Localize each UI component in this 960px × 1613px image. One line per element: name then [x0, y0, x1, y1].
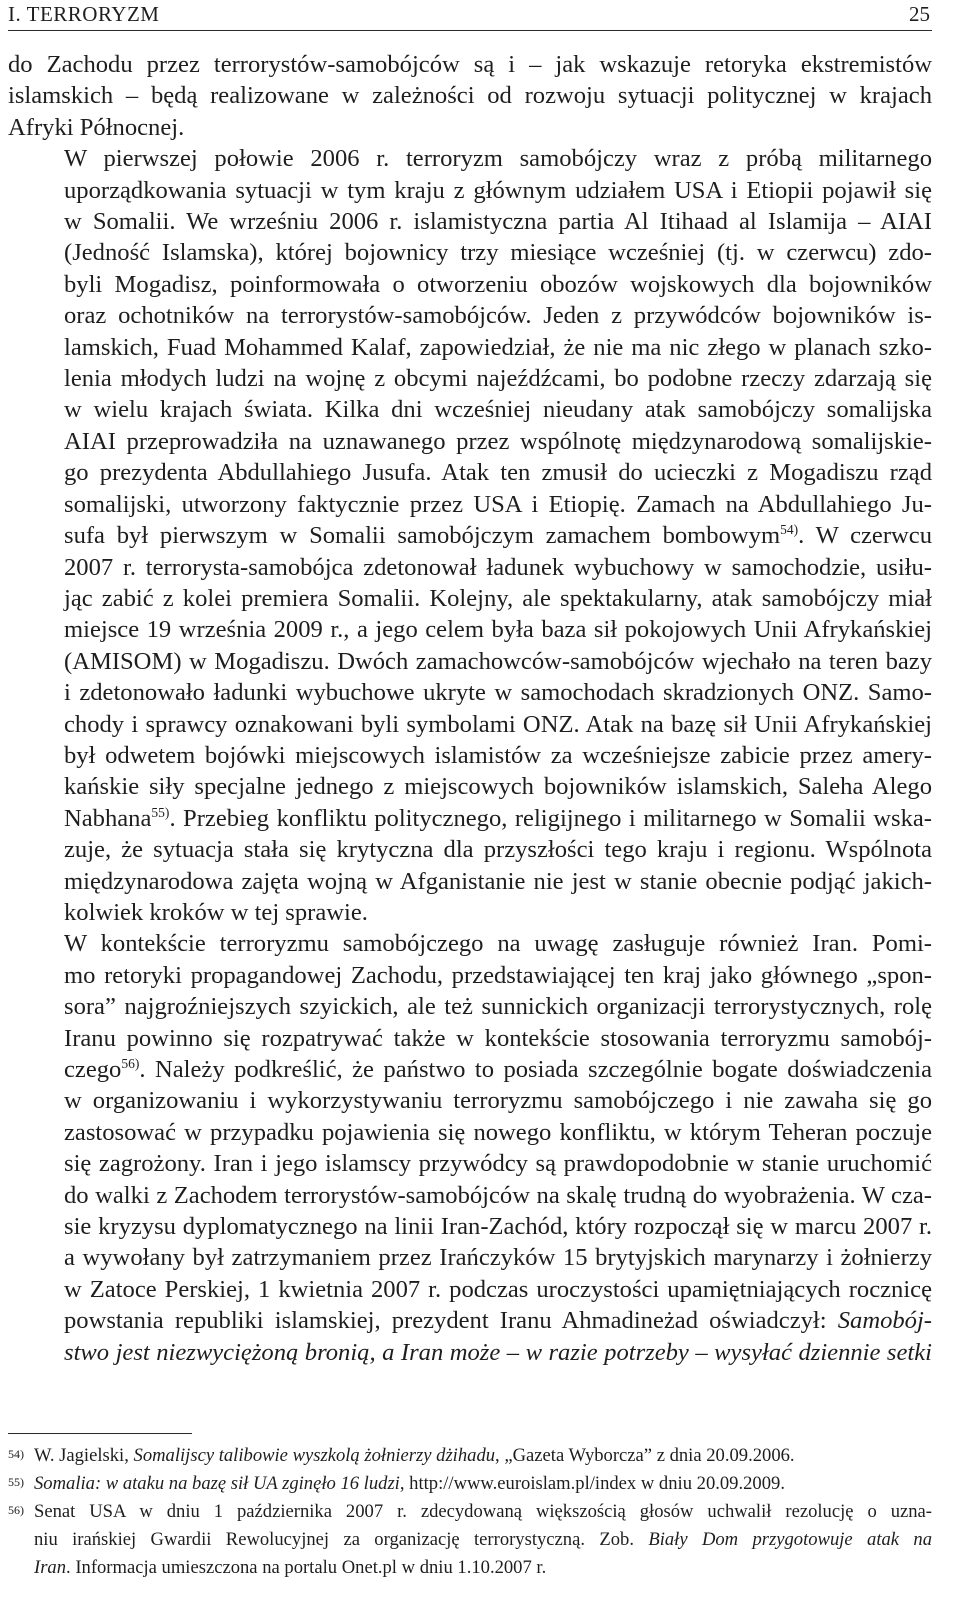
- text-line: Afryki Północnej.: [8, 113, 185, 141]
- text-line: sora” najgroźniejszych szyickich, ale też sunnickich organizacji terrorystycznych, rolę: [64, 993, 932, 1021]
- paragraph: [8, 143, 932, 928]
- text-line: do Zachodu przez terrorystów-samobójców są i – jak wskazuje retoryka ekstremistów: [8, 51, 932, 78]
- text-line: oraz ochotników na terrorystów-samobójców. Jeden z przywódców bojowników is-: [64, 302, 932, 330]
- text-line: Iranu powinno się rozpatrywać także w kontekście stosowania terroryzmu samobój-: [64, 1024, 932, 1052]
- text-line: somalijski, utworzony faktycznie przez USA i Etiopię. Zamach na Abdullahiego Ju-: [64, 490, 932, 518]
- text-line: (AMISOM) w Mogadiszu. Dwóch zamachowców-samobójców wjechało na teren bazy: [64, 647, 932, 675]
- main-text: [8, 49, 932, 1368]
- page-number: 25: [909, 2, 930, 26]
- text-line: w Zatoce Perskiej, 1 kwietnia 2007 r. podczas uroczystości upamiętniających rocznicę: [64, 1275, 932, 1303]
- footnote-ref: 54): [780, 521, 799, 537]
- text-line: kańskie siły specjalne jednego z miejscowych bojowników islamskich, Saleha Alego: [64, 773, 932, 801]
- text-line: go prezydenta Abdullahiego Jusufa. Atak ten zmusił do ucieczki z Mogadiszu rząd: [64, 459, 932, 487]
- footnote-ref: 55): [151, 804, 170, 820]
- text-line: i zdetonowało ładunki wybuchowe ukryte w samochodach skradzionych ONZ. Samo-: [64, 679, 932, 707]
- footnote-line: Senat USA w dniu 1 października 2007 r. zdecydowaną większością głosów uchwalił rezolucję o uzna-: [34, 1501, 932, 1522]
- chapter-title: I. TERRORYZM: [8, 2, 160, 26]
- text-line: stwo jest niezwyciężoną bronią, a Iran może – w razie potrzeby – wysyłać dziennie setki: [64, 1338, 932, 1366]
- text-line: uporządkowania sytuacji w tym kraju z głównym udziałem USA i Etiopii pojawił się: [64, 176, 932, 204]
- text-line: czego$^{56)}$. Należy podkreślić, że państwo to posiada szczególnie bogate doświadczenia: [64, 1055, 932, 1083]
- text-line: AIAI przeprowadziła na uznawanego przez wspólnotę międzynarodową somalijskie-: [64, 427, 932, 455]
- text-line: do walki z Zachodem terrorystów-samobójców na skalę trudną do wyobrażenia. W cza-: [64, 1181, 932, 1209]
- text-line: w organizowaniu i wykorzystywaniu terroryzmu samobójczego i nie zawaha się go: [64, 1087, 932, 1115]
- footnote-number: 54): [8, 1447, 24, 1461]
- text-line: 2007 r. terrorysta-samobójca zdetonował ładunek wybuchowy w samochodzie, usiłu-: [64, 553, 932, 581]
- paragraph: [8, 49, 932, 143]
- text-line: sufa był pierwszym w Somalii samobójczym zamachem bombowym$^{54)}$. W czerwcu: [64, 521, 932, 550]
- footnote-separator: [8, 1433, 192, 1434]
- text-line: lenia młodych ludzi na wojnę z obcymi najeźdźcami, bo podobne rzeczy zdarzają się: [64, 365, 932, 393]
- footnote-line: W. Jagielski, Somalijscy talibowie wyszkolą żołnierzy dżihadu, „Gazeta Wyborcza” z dnia 20.09.2006.: [34, 1445, 795, 1466]
- text-line: lamskich, Fuad Mohammed Kalaf, zapowiedział, że nie ma nic złego w planach szko-: [64, 333, 932, 361]
- text-line: sie kryzysu dyplomatycznego na linii Iran-Zachód, który rozpoczął się w marcu 2007 r.: [64, 1213, 932, 1241]
- footnotes: [8, 1442, 932, 1582]
- text-line: byli Mogadisz, poinformowała o otworzeniu obozów wojskowych dla bojowników: [64, 270, 932, 298]
- paragraph: [8, 928, 932, 1368]
- footnote: [8, 1442, 932, 1470]
- text-line: (Jedność Islamska), której bojownicy trzy miesiące wcześniej (tj. w czerwcu) zdo-: [64, 239, 932, 267]
- text-line: zuje, że sytuacja stała się krytyczna dla przyszłości tego kraju i regionu. Wspólnota: [64, 836, 932, 864]
- footnote: [8, 1498, 932, 1582]
- footnote-line: Somalia: w ataku na bazę sił UA zginęło 16 ludzi, http://www.euroislam.pl/index w dniu 20.09.2009.: [34, 1473, 785, 1494]
- footnote-number: 56): [8, 1503, 24, 1517]
- text-line: był odwetem bojówki miejscowych islamistów za wcześniejsze zabicie przez amery-: [64, 741, 932, 769]
- footnote-line: niu irańskiej Gwardii Rewolucyjnej za organizację terrorystyczną. Zob. Biały Dom przygotowuje atak na: [34, 1529, 932, 1550]
- text-line: W kontekście terroryzmu samobójczego na uwagę zasługuje również Iran. Pomi-: [64, 930, 932, 958]
- text-line: mo retoryki propagandowej Zachodu, przedstawiającej ten kraj jako głównego „spon-: [64, 961, 932, 989]
- footnote-number: 55): [8, 1475, 24, 1489]
- text-line: W pierwszej połowie 2006 r. terroryzm samobójczy wraz z próbą militarnego: [64, 145, 932, 173]
- text-line: międzynarodowa zajęta wojną w Afganistanie nie jest w stanie obecnie podjąć jakich-: [64, 867, 932, 895]
- text-line: a wywołany był zatrzymaniem przez Irańczyków 15 brytyjskich marynarzy i żołnierzy: [64, 1244, 932, 1272]
- footnote: [8, 1470, 932, 1498]
- running-header: [8, 0, 932, 31]
- text-line: zastosować w przypadku pojawienia się nowego konfliktu, w którym Teheran poczuje: [64, 1118, 932, 1146]
- text-line: w wielu krajach świata. Kilka dni wcześniej nieudany atak samobójczy somalijska: [64, 396, 932, 424]
- footnote-ref: 56): [121, 1055, 140, 1071]
- text-line: islamskich – będą realizowane w zależności od rozwoju sytuacji politycznej w krajach: [8, 82, 932, 110]
- text-line: powstania republiki islamskiej, prezydent Iranu Ahmadineżad oświadczył: Samobój-: [64, 1307, 932, 1335]
- text-line: chody i sprawcy oznakowani byli symbolami ONZ. Atak na bazę sił Unii Afrykańskiej: [64, 710, 932, 738]
- text-line: jąc zabić z kolei premiera Somalii. Kolejny, ale spektakularny, atak samobójczy miał: [64, 584, 932, 612]
- text-line: się zagrożony. Iran i jego islamscy przywódcy są prawdopodobnie w stanie uruchomić: [64, 1150, 932, 1178]
- text-line: miejsce 19 września 2009 r., a jego celem była baza sił pokojowych Unii Afrykańskiej: [64, 616, 932, 644]
- text-line: w Somalii. We wrześniu 2006 r. islamistyczna partia Al Itihaad al Islamija – AIAI: [64, 208, 932, 236]
- text-line: Nabhana$^{55)}$. Przebieg konfliktu politycznego, religijnego i militarnego w Somalii wska-: [64, 804, 932, 832]
- footnote-line: Iran. Informacja umieszczona na portalu Onet.pl w dniu 1.10.2007 r.: [34, 1557, 547, 1578]
- text-line: kolwiek kroków w tej sprawie.: [64, 898, 368, 926]
